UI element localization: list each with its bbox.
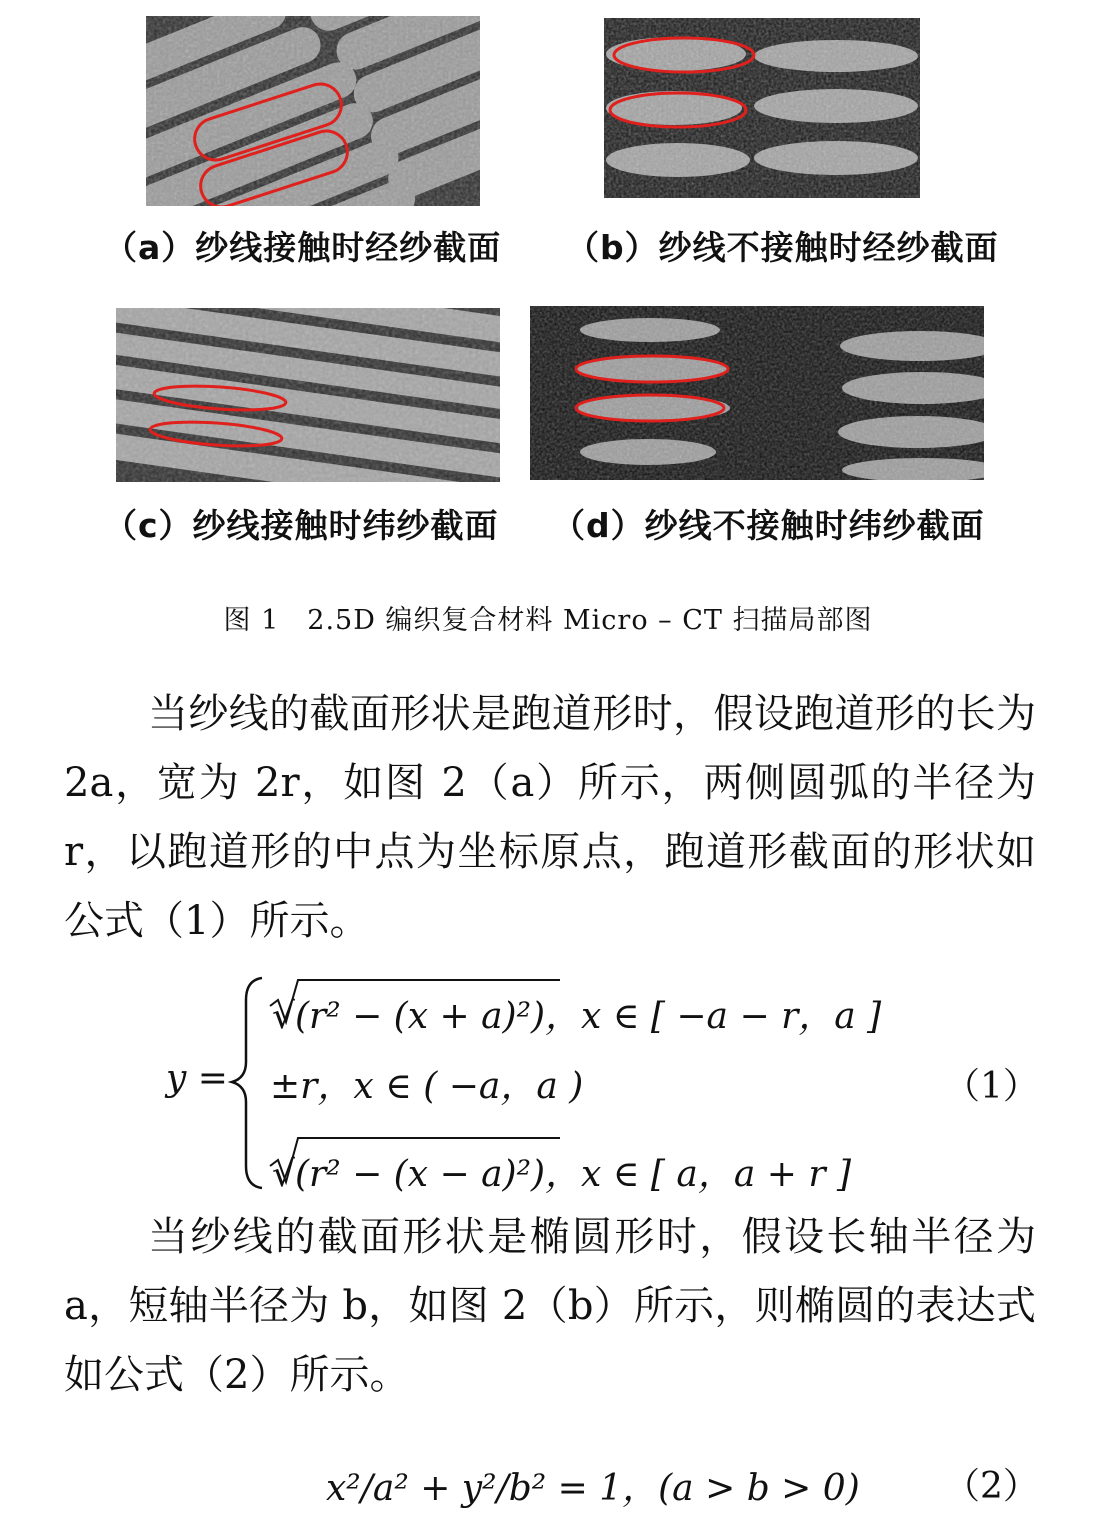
ct-image-d: [530, 306, 984, 480]
equation-2: [326, 1440, 860, 1520]
equation-1-case-3: √(r² − (x − a)²)，x ∈ [ a，a + r ]: [272, 1154, 852, 1195]
panel-caption-c: （c）纱线接触时纬纱截面: [104, 506, 499, 545]
equation-1-case-1: √(r² − (x + a)²)，x ∈ [ −a − r，a ]: [272, 996, 882, 1037]
equation-2-body: x²/a² + y²/b² = 1，(a > b > 0): [326, 1468, 860, 1509]
panel-caption-a: （a）纱线接触时经纱截面: [104, 228, 502, 267]
ct-image-b: [604, 18, 920, 198]
equation-2-number: （2）: [944, 1466, 1039, 1507]
figure-caption: 图 1 2.5D 编织复合材料 Micro – CT 扫描局部图: [223, 605, 873, 636]
paragraph-text: 当纱线的截面形状是跑道形时，假设跑道形的长为 2a，宽为 2r，如图 2（a）所示，两侧圆弧的半径为 r，以跑道形的中点为坐标原点，跑道形截面的形状如公式（1）所示。: [64, 691, 1036, 944]
paragraph-ellipse: [64, 1203, 1036, 1410]
paragraph-text: 当纱线的截面形状是椭圆形时，假设长轴半径为 a，短轴半径为 b，如图 2（b）所示，则椭圆的表达式如公式（2）所示。: [64, 1214, 1036, 1398]
equation-1-number: （1）: [944, 1066, 1039, 1107]
panel-caption-d: （d）纱线不接触时纬纱截面: [552, 506, 985, 545]
equation-1: [0, 970, 1096, 1200]
figure-panel-c: [116, 308, 500, 482]
paragraph-racetrack: [64, 680, 1036, 956]
equation-1-lhs: y =: [166, 1058, 228, 1099]
figure-panel-b: [604, 18, 920, 198]
equation-1-case-2: ±r，x ∈ ( −a，a ): [270, 1066, 584, 1107]
panel-caption-b: （b）纱线不接触时经纱截面: [566, 228, 999, 267]
ct-image-a: [146, 16, 480, 206]
figure-panel-a: [146, 16, 480, 206]
figure-panel-d: [530, 306, 984, 480]
ct-image-c: [116, 308, 500, 482]
